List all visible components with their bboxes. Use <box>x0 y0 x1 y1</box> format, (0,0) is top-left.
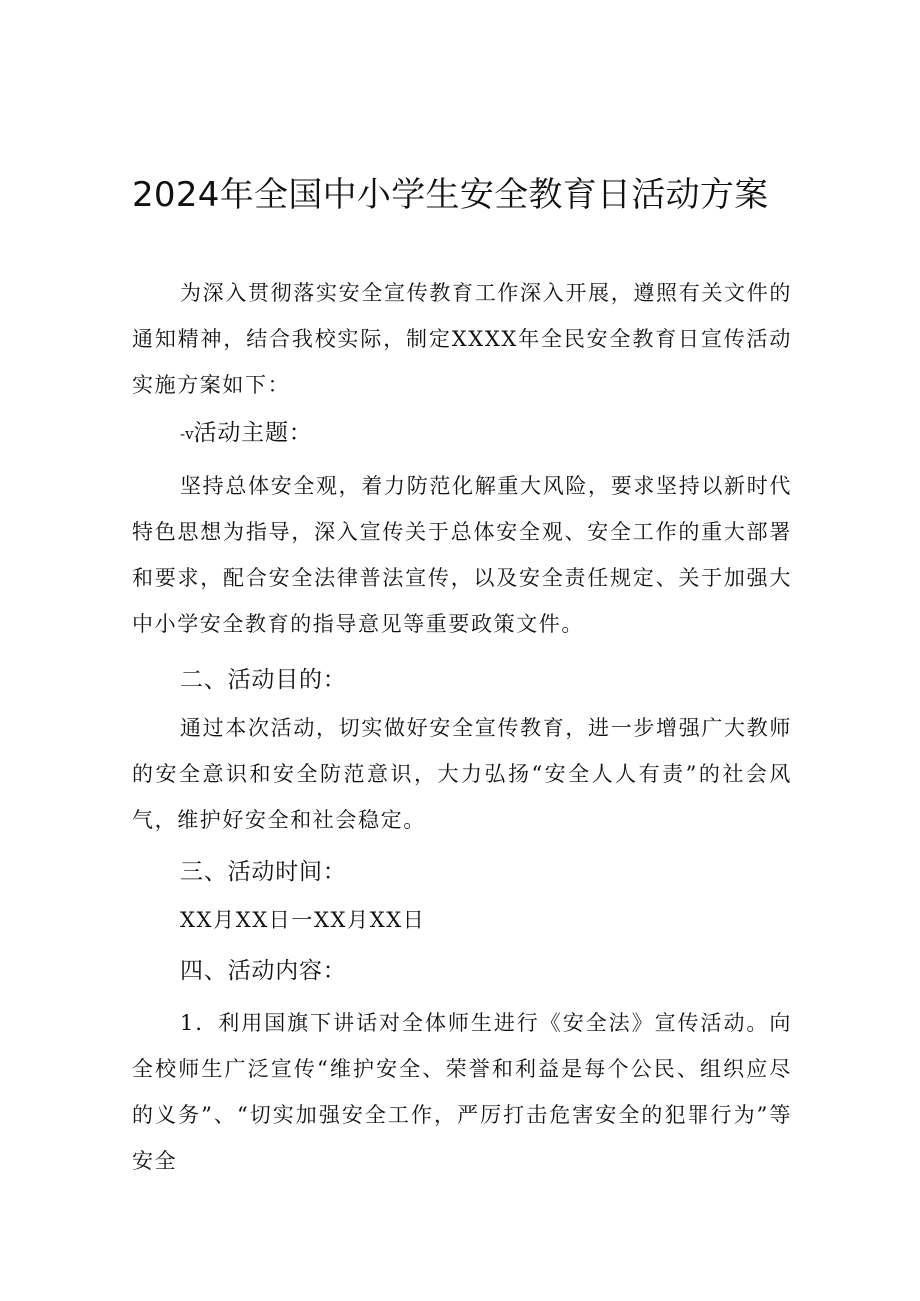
section-heading-theme <box>180 410 313 457</box>
section-heading-time: 三、活动时间： <box>180 859 347 885</box>
section-paragraph-theme: 坚持总体安全观，着力防范化解重大风险，要求坚持以新时代特色思想为指导，深入宣传关于总体安全观、安全工作的重大部署和要求，配合安全法律普法宣传，以及安全责任规定、关于加强大中小学安全教育的指导意见等重要政策文件。 <box>132 474 792 636</box>
section-heading-theme-prefix: -v <box>180 425 194 443</box>
section-paragraph-content: 1．利用国旗下讲话对全体师生进行《安全法》宣传活动。向全校师生广泛宣传“维护安全、荣誉和利益是每个公民、组织应尽的义务”、“切实加强安全工作，严厉打击危害安全的犯罪行为”等安全 <box>132 1011 792 1173</box>
section-paragraph-purpose: 通过本次活动，切实做好安全宣传教育，进一步增强广大教师的安全意识和安全防范意识，大力弘扬“安全人人有责”的社会风气，维护好安全和社会稳定。 <box>132 716 792 832</box>
section-paragraph-time: XX月XX日一XX月XX日 <box>180 908 426 932</box>
section-heading-purpose: 二、活动目的： <box>180 667 347 693</box>
section-heading-theme-label: 活动主题： <box>193 420 313 446</box>
section-heading-content: 四、活动内容： <box>180 958 347 984</box>
intro-paragraph: 为深入贯彻落实安全宣传教育工作深入开展，遵照有关文件的通知精神，结合我校实际，制定XXXX年全民安全教育日宣传活动实施方案如下： <box>132 281 792 397</box>
document-title: 2024年全国中小学生安全教育日活动方案 <box>132 175 769 215</box>
